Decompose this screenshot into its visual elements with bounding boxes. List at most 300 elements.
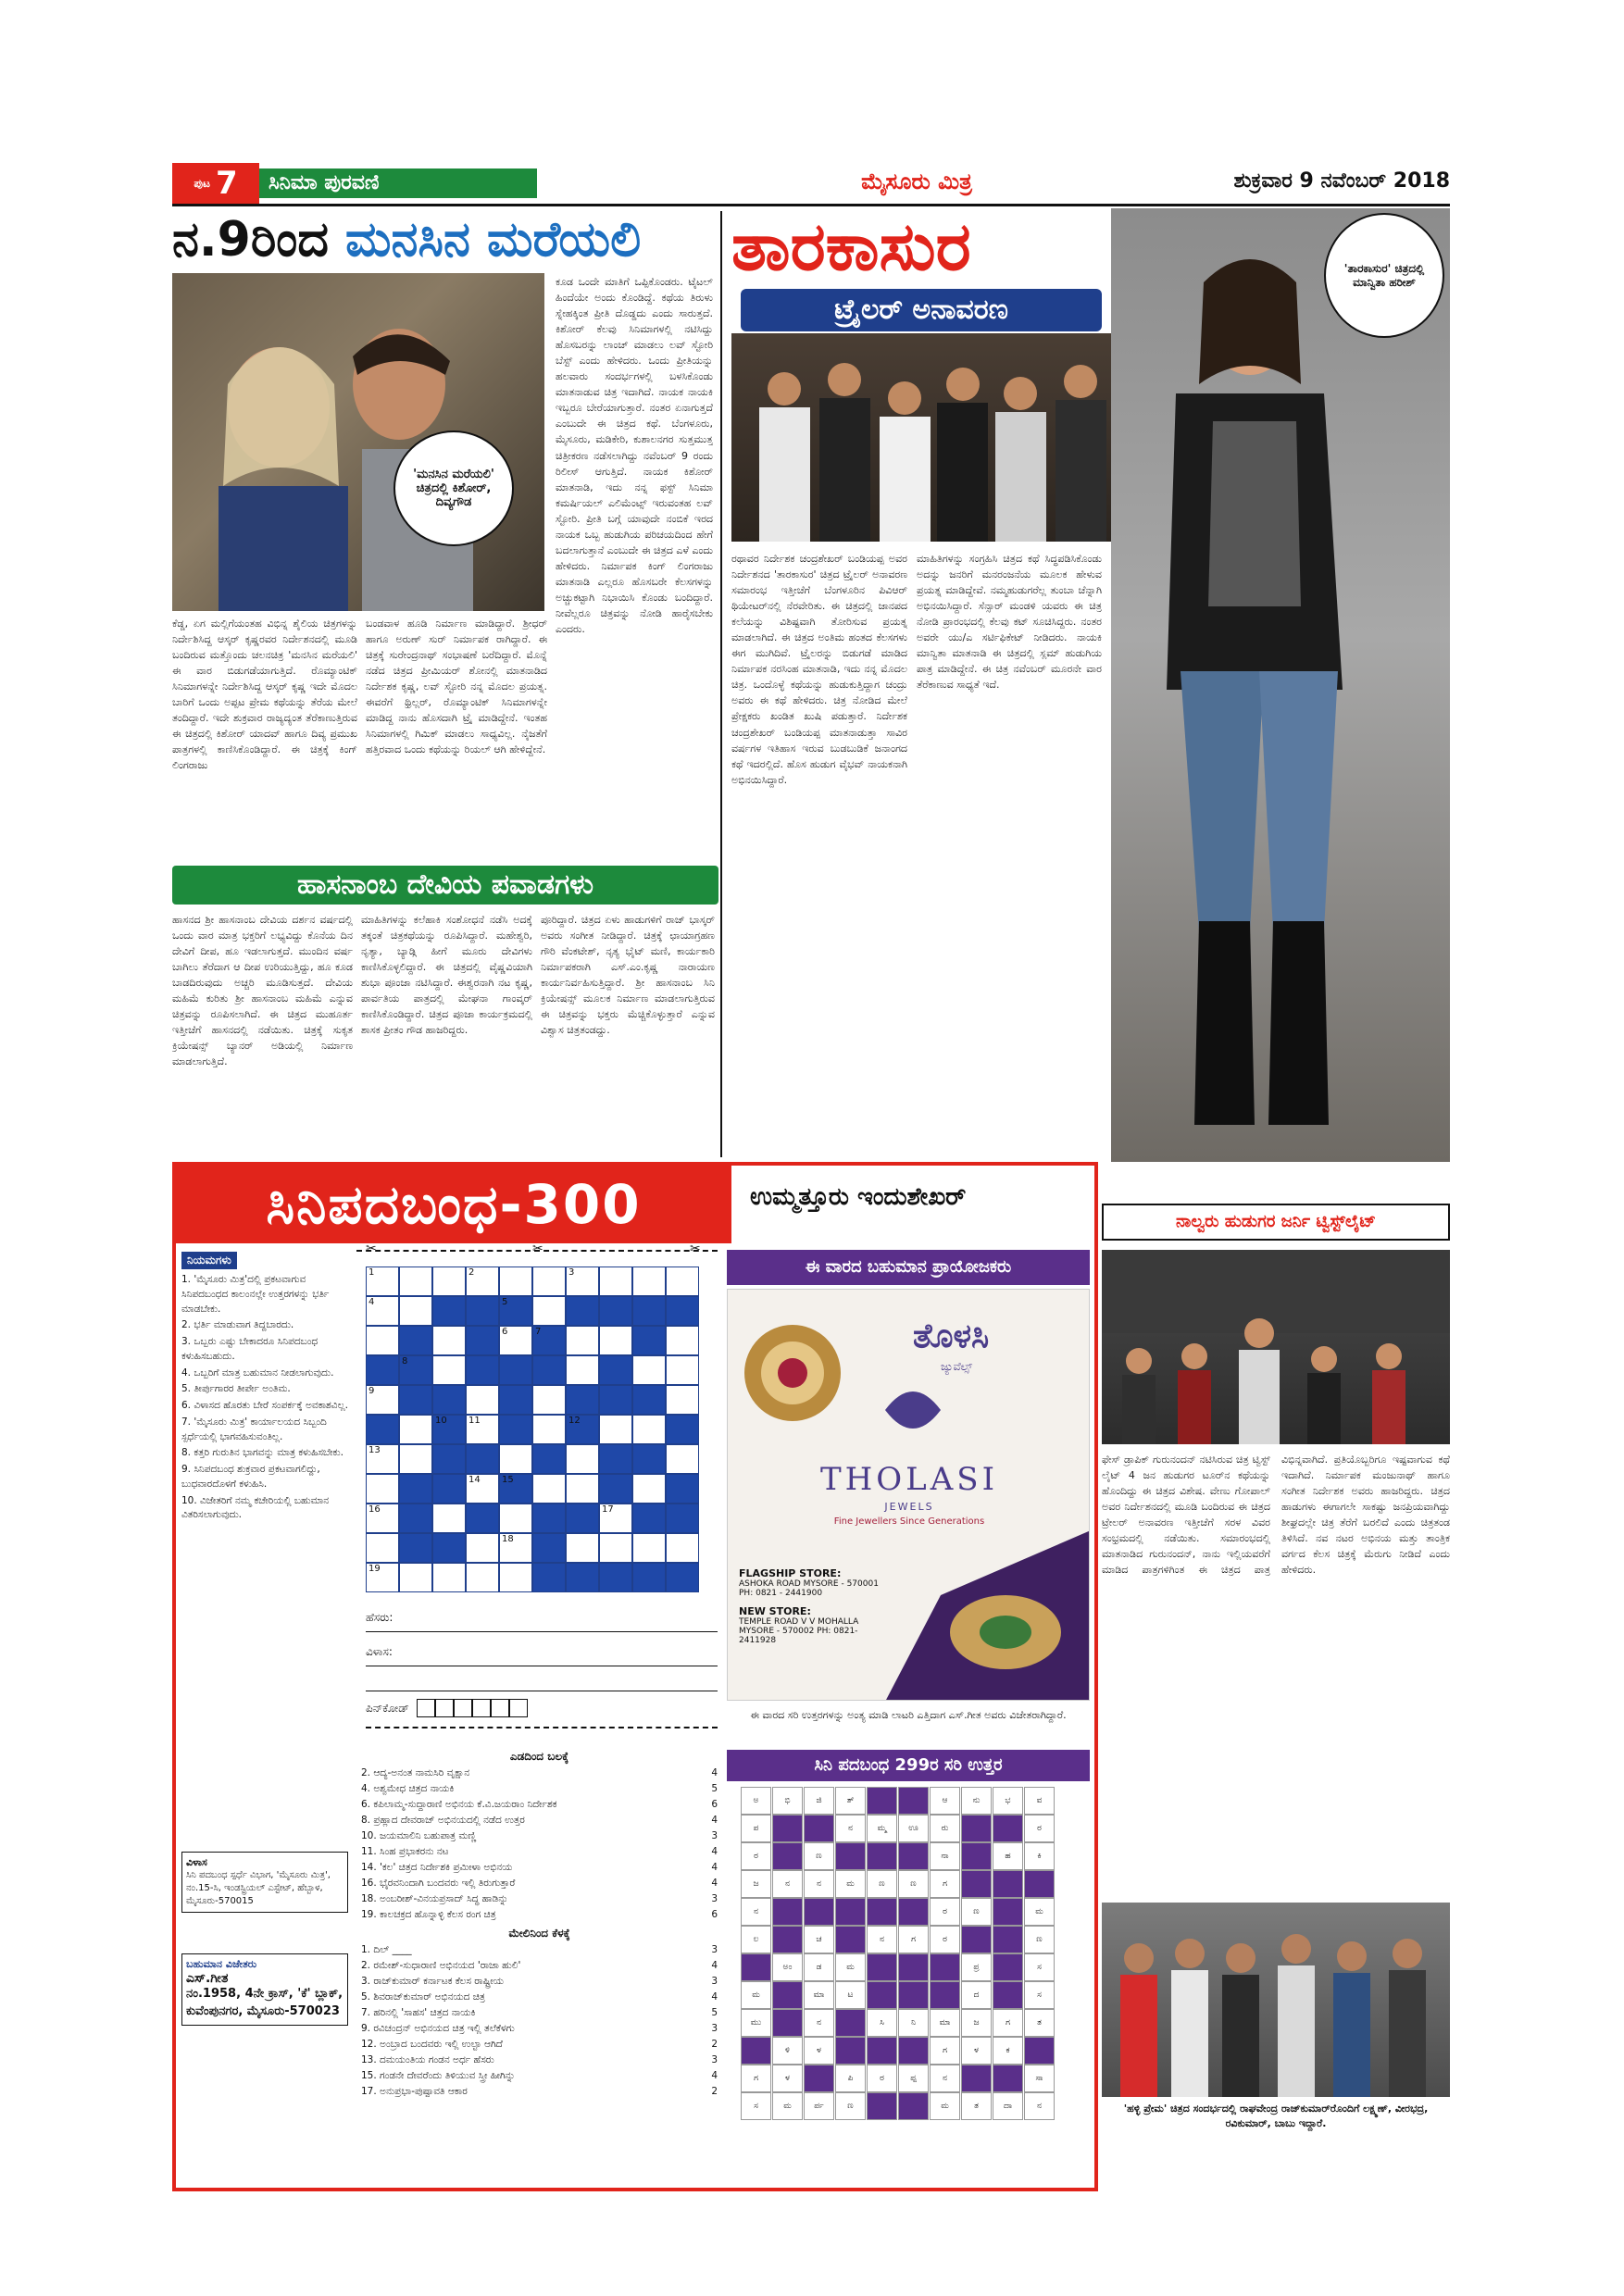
grid-input-cell[interactable] — [632, 1415, 666, 1444]
story4-body: ಫೇಸ್ ಡ್ರಾಪಿಕ್ ಗುರುನಂದನ್ ನಟಿಸಿರುವ ಚಿತ್ರ ಟ್ವಿಸ್ಟ್ ಲೈಟ್ 4 ಜನ ಹುಡುಗರ ಟೂರ್‌ನ ಕಥೆಯನ್ನು ಹೊಂದಿದ್ದು ಈ ಚಿತ್ರದ ವಿಶೇಷ. ವೇಣು ಗೋಪಾಲ್ ಅವರ ನಿರ್ದೇಶನದಲ್ಲಿ ಮೂಡಿ ಬಂದಿರುವ ಈ ಚಿತ್ರದ ಟ್ರೇಲರ್ ಅನಾವರಣ ಇತ್ತೀಚೆಗೆ ಸರಳ ವಿವರ ಸಂಭ್ರಮದಲ್ಲಿ ನಡೆಯಿತು. ಸಮಾರಂಭದಲ್ಲಿ ಮಾತನಾಡಿದ ಗುರುನಂದನ್, ನಾನು ಇಲ್ಲಿಯವರೆಗೆ ಮಾಡಿದ ಪಾತ್ರಗಳಿಗಿಂತ ಈ ಚಿತ್ರದ ಪಾತ್ರ ವಿಭಿನ್ನವಾಗಿದೆ. ಪ್ರತಿಯೊಬ್ಬರಿಗೂ ಇಷ್ಟವಾಗುವ ಕಥೆ ಇದಾಗಿದೆ. ನಿರ್ಮಾಪಕ ಮಂಜುನಾಥ್ ಹಾಗೂ ಸಂಗೀತ ನಿರ್ದೇಶಕ ಅವರು ಹಾಜರಿದ್ದರು. ಚಿತ್ರದ ಹಾಡುಗಳು ಈಗಾಗಲೇ ಸಾಕಷ್ಟು ಜನಪ್ರಿಯವಾಗಿದ್ದು ಶೀಘ್ರದಲ್ಲೇ ಚಿತ್ರ ತೆರೆಗೆ ಬರಲಿದೆ ಎಂದು ಚಿತ್ರತಂಡ ತಿಳಿಸಿದೆ. ನವ ನಟರ ಅಭಿನಯ ಮತ್ತು ತಾಂತ್ರಿಕ ವರ್ಗದ ಕೆಲಸ ಚಿತ್ರಕ್ಕೆ ಮೆರುಗು ನೀಡಿದೆ ಎಂದು ಹೇಳಿದರು. — [1102, 1454, 1450, 1577]
answer-cell: ಜಿ — [804, 1787, 834, 1815]
answer-block-cell — [772, 2009, 803, 2037]
answer-cell: ಲ — [741, 1926, 771, 1953]
answer-cell: ನ — [804, 1870, 834, 1898]
answer-block-cell — [898, 1842, 929, 1870]
clue-row — [361, 1974, 718, 1990]
grid-input-cell[interactable] — [666, 1326, 699, 1355]
answer-cell: ನ — [867, 1926, 897, 1953]
clue-text: 18. ಅಂಬರೀಶ್-ವಿನಯಪ್ರಸಾದ್ ಸಿದ್ಧ ಹಾಡಿನ್ನು — [361, 1893, 508, 1904]
winner-name: ಎಸ್.ಗೀತ — [186, 1971, 229, 1986]
answer-cell: ಮ — [835, 1870, 866, 1898]
clue-length: 4 — [711, 1767, 718, 1778]
answer-block-cell — [867, 1842, 897, 1870]
grid-block-cell — [566, 1296, 599, 1326]
clue-text: 2. ಆದ್ಯ-ಅನಂತ ನಾಮಸಿರಿ ವೃಕ್ಷಾನ — [361, 1767, 470, 1778]
clue-text: 12. ಅಂಬ್ರಾದ ಬಂದವರು ಇಲ್ಲಿ ಉಲ್ಟಾ ಆಗಿದೆ — [361, 2039, 503, 2050]
clue-length: 4 — [711, 1815, 718, 1826]
story3-col2: ಮಾಹಿತಿಗಳನ್ನು ಸಂಗ್ರಹಿಸಿ ಚಿತ್ರದ ಕಥೆ ಸಿದ್ಧಪಡಿಸಿಕೊಂಡು ಅದನ್ನು ಜನರಿಗೆ ಮನರಂಜನೆಯ ಮೂಲಕ ಹೇಳುವ ಪ್ರಯತ್ನ ಮಾಡಿದ್ದೇವೆ. ನಮ್ಮಹುಡುಗರೆಲ್ಲ ತುಂಬಾ ಚೆನ್ನಾಗಿ ಅಭಿನಯಿಸಿದ್ದಾರೆ. ಸೆನ್ಸಾರ್ ಮಂಡಳಿ ಯವರು ಈ ಚಿತ್ರ ನೋಡಿ ಪ್ರಾರಂಭದಲ್ಲಿ ಕೆಲವು ಕಟ್ ಸೂಚಿಸಿದ್ದರು. ನಂತರ ಅವರೇ ಯು/ಎ ಸರ್ಟಿಫಿಕೇಟ್ ನೀಡಿದರು. ನಾಯಕಿ ಮಾನ್ವಿತಾ ಮಾತನಾಡಿ ಈ ಚಿತ್ರದಲ್ಲಿ ಸ್ಲಮ್ ಹುಡುಗಿಯ ಪಾತ್ರ ಮಾಡಿದ್ದೇನೆ. ಈ ಚಿತ್ರ ನವೆಂಬರ್ ಮೂರನೇ ವಾರ ತೆರೆಕಾಣುವ ಸಾಧ್ಯತೆ ಇದೆ. — [917, 553, 1102, 692]
answer-cell: ಡ — [804, 1953, 834, 1981]
clue-row — [361, 2053, 718, 2068]
grid-input-cell[interactable] — [432, 1355, 466, 1385]
answer-cell: ರು — [930, 1815, 960, 1842]
answer-cell: ನ — [930, 2065, 960, 2092]
answer-cell: ಗ — [993, 2009, 1023, 2037]
answer-cell: ಮ — [772, 2092, 803, 2120]
newstore-phone: MYSORE - 570002 PH: 0821-2411928 — [739, 1627, 858, 1645]
clue-text: 13. ದಮಯಂತಿಯ ಗಂಡನ ಅರ್ಧ ಹೆಸರು — [361, 2054, 494, 2065]
grid-input-cell[interactable] — [499, 1563, 532, 1592]
section-name: ಸಿನಿಮಾ ಪುರವಣಿ — [269, 171, 380, 194]
answer-cell: ವ — [1024, 1787, 1055, 1815]
story2-col1: ಹಾಸನದ ಶ್ರೀ ಹಾಸನಾಂಬ ದೇವಿಯ ದರ್ಶನ ವರ್ಷದಲ್ಲಿ ಒಂದು ವಾರ ಮಾತ್ರ ಭಕ್ತರಿಗೆ ಲಭ್ಯವಿದ್ದು ಕೊನೆಯ ದಿನ ದೇವಿಗೆ ದೀಪ, ಹೂ ಇಡಲಾಗುತ್ತದೆ. ಮುಂದಿನ ವರ್ಷ ಬಾಗಿಲು ತೆರೆದಾಗ ಆ ದೀಪ ಉರಿಯುತ್ತಿದ್ದು, ಹೂ ಕೂಡ ಬಾಡದಿರುವುದು ಅಚ್ಚರಿ ಮೂಡಿಸುತ್ತದೆ. ದೇವಿಯ ಮಹಿಮೆ ಕುರಿತು ಶ್ರೀ ಹಾಸನಾಂಬ ಮಹಿಮೆ ಎನ್ನುವ ಚಿತ್ರವನ್ನು ರೂಪಿಸಲಾಗಿದೆ. ಈ ಚಿತ್ರದ ಮುಹೂರ್ತ ಇತ್ತೀಚೆಗೆ ಹಾಸನದಲ್ಲಿ ನಡೆಯಿತು. ಚಿತ್ರಕ್ಕೆ ಸುಕೃತ ಕ್ರಿಯೇಷನ್ಸ್ ಬ್ಯಾನರ್ ಅಡಿಯಲ್ಲಿ ನಿರ್ಮಾಣ ಮಾಡಲಾಗುತ್ತಿದೆ. — [172, 914, 353, 1068]
grid-input-cell[interactable] — [532, 1415, 566, 1444]
column-rule — [720, 211, 722, 1157]
grid-input-cell[interactable] — [432, 1563, 466, 1592]
group-photo-illustration-2 — [1102, 1903, 1450, 2097]
clue-row — [361, 2037, 718, 2053]
answer-cell: ದ — [961, 1981, 992, 2009]
clue-text: 6. ಕಪಿಲಾಮ್ಮ-ಸುದ್ದಾರಾಣಿ ಅಭಿನಯ ಕೆ.ವಿ.ಜಯರಾಂ ನಿರ್ದೇಶಕ — [361, 1799, 557, 1810]
grid-input-cell[interactable] — [566, 1474, 599, 1504]
clue-text: 11. ಸಿಂಹ ಪ್ರಭಾಕರನು ನಟ — [361, 1846, 449, 1857]
grid-clue-number: 7 — [535, 1327, 542, 1337]
clue-row — [361, 1942, 718, 1958]
answer-cell: ಭಿ — [772, 1787, 803, 1815]
answer-cell: ರ — [741, 1842, 771, 1870]
down-title: ಮೇಲಿನಿಂದ ಕೆಳಕ್ಕೆ — [508, 1927, 570, 1940]
scissors-icon: ✂ — [690, 1242, 701, 1256]
rule-item: 8. ಕತ್ತರಿ ಗುರುತಿನ ಭಾಗವನ್ನು ಮಾತ್ರ ಕಳುಹಿಸಬೇಕು. — [181, 1447, 344, 1459]
sponsor-ad — [727, 1289, 1090, 1701]
answer-block-cell — [898, 1898, 929, 1926]
answer-grid — [741, 1787, 1056, 2129]
grid-input-cell[interactable] — [566, 1355, 599, 1385]
answer-cell: ಗ — [930, 2037, 960, 2065]
grid-input-cell[interactable] — [566, 1326, 599, 1355]
clue-text: 10. ಜಯಮಾಲಿನಿ ಬಹುಪಾತ್ರ ಮಣ್ಣಿ — [361, 1830, 477, 1841]
story2-headline: ಹಾಸನಾಂಬ ದೇವಿಯ ಪವಾಡಗಳು — [296, 868, 594, 901]
clues-across — [361, 1750, 718, 2100]
story3-photo-caption: 'ತಾರಕಾಸುರ' ಚಿತ್ರದಲ್ಲಿ ಮಾನ್ವಿತಾ ಹರೀಶ್ — [1324, 213, 1444, 338]
answer-block-cell — [930, 1953, 960, 1981]
grid-input-cell[interactable] — [566, 1533, 599, 1563]
grid-clue-number: 2 — [468, 1267, 475, 1278]
answer-cell: ಮ — [1024, 1898, 1055, 1926]
answer-block-cell — [741, 2037, 771, 2065]
clue-length: 4 — [711, 1862, 718, 1873]
clue-text: 3. ರಾಜ್‌ಕುಮಾರ್ ಕರ್ನಾಟಕ ಕೆಲಸ ರಾಷ್ಟ್ರೀಯ — [361, 1976, 505, 1987]
story4-group-photo — [1102, 1903, 1450, 2097]
story3-col1: ರಥಾವರ ನಿರ್ದೇಶಕ ಚಂದ್ರಶೇಖರ್ ಬಂಡಿಯಪ್ಪ ಅವರ ನಿರ್ದೇಶನದ 'ತಾರಕಾಸುರ' ಚಿತ್ರದ ಟ್ರೈಲರ್ ಅನಾವರಣ ಸಮಾರಂಭ ಇತ್ತೀಚೆಗೆ ಬೆಂಗಳೂರಿನ ಪಿವಿಆರ್ ಥಿಯೇಟರ್‌ನಲ್ಲಿ ನೆರವೇರಿತು. ಈ ಚಿತ್ರದಲ್ಲಿ ಜಾನಪದ ಕಲೆಯನ್ನು ವಿಶಿಷ್ಟವಾಗಿ ತೋರಿಸುವ ಪ್ರಯತ್ನ ಮಾಡಲಾಗಿದೆ. ಈ ಚಿತ್ರದ ಅಂತಿಮ ಹಂತದ ಕೆಲಸಗಳು ಈಗ ಮುಗಿದಿವೆ. ಟ್ರೈಲರನ್ನು ಬಿಡುಗಡೆ ಮಾಡಿದ ನಿರ್ಮಾಪಕ ನರಸಿಂಹ ಮಾತನಾಡಿ, ಇದು ನನ್ನ ಮೊದಲ ಚಿತ್ರ. ಒಂದೊಳ್ಳೆ ಕಥೆಯನ್ನು ಹುಡುಕುತ್ತಿದ್ದಾಗ ಚಂದ್ರು ಅವರು ಈ ಕಥೆ ಹೇಳಿದರು. ಚಿತ್ರ ನೋಡಿದ ಮೇಲೆ ಪ್ರೇಕ್ಷಕರು ಖಂಡಿತ ಖುಷಿ ಪಡುತ್ತಾರೆ. ನಿರ್ದೇಶಕ ಚಂದ್ರಶೇಖರ್ ಬಂಡಿಯಪ್ಪ ಮಾತನಾಡುತ್ತಾ ಸಾವಿರ ವರ್ಷಗಳ ಇತಿಹಾಸ ಇರುವ ಬುಡಬುಡಿಕೆ ಜನಾಂಗದ ಕಥೆ ಇದರಲ್ಲಿದೆ. ಹೊಸ ಹುಡುಗ ವೈಭವ್ ನಾಯಕನಾಗಿ ಅಭಿನಯಿಸಿದ್ದಾರೆ. — [731, 553, 907, 786]
grid-block-cell — [366, 1415, 399, 1444]
clue-text: 9. ರವಿಚಂದ್ರನ್ ಅಭಿನಯದ ಚಿತ್ರ ಇಲ್ಲಿ ತಲೆಕೆಳಗು — [361, 2023, 515, 2034]
answer-block-cell — [993, 1926, 1023, 1953]
answer-note: ಈ ವಾರದ ಸರಿ ಉತ್ತರಗಳನ್ನು ಅಂತ್ಯ ಮಾಡಿ ಲಾಟರಿ ಎತ್ತಿದಾಗ ಎಸ್.ಗೀತ ಅವರು ವಿಜೇತರಾಗಿದ್ದಾರೆ. — [750, 1709, 1067, 1721]
grid-clue-number: 19 — [369, 1564, 381, 1574]
answer-cell: ರ — [930, 1898, 960, 1926]
clue-length: 3 — [711, 2054, 718, 2065]
grid-input-cell[interactable] — [366, 1533, 399, 1563]
rule-item: 4. ಒಬ್ಬರಿಗೆ ಮಾತ್ರ ಬಹುಮಾನ ನೀಡಲಾಗುವುದು. — [181, 1366, 334, 1379]
grid-block-cell — [632, 1326, 666, 1355]
grid-block-cell — [466, 1355, 499, 1385]
clue-row — [361, 1907, 718, 1923]
grid-block-cell — [599, 1355, 632, 1385]
rule-item: 1. 'ಮೈಸೂರು ಮಿತ್ರ'ದಲ್ಲಿ ಪ್ರಕಟವಾಗುವ ಸಿನಿಪದಬಂಧದ ಕಾಲಂನಲ್ಲೇ ಉತ್ತರಗಳನ್ನು ಭರ್ತಿ ಮಾಡಬೇಕು. — [181, 1274, 330, 1315]
grid-cells — [366, 1267, 699, 1592]
answer-cell: ಪ್ಪ — [898, 2065, 929, 2092]
answer-block-cell — [898, 2092, 929, 2120]
answer-block-cell — [961, 1870, 992, 1898]
grid-input-cell[interactable] — [532, 1474, 566, 1504]
answer-cell: ಳ — [961, 2037, 992, 2065]
answer-block-cell — [961, 1815, 992, 1842]
grid-input-cell[interactable] — [566, 1444, 599, 1474]
grid-clue-number: 18 — [502, 1534, 514, 1544]
crossword-grid — [356, 1242, 718, 1606]
answer-cell: ಮ — [835, 1953, 866, 1981]
answer-block-cell — [867, 1787, 897, 1815]
story3-actress-photo — [1111, 208, 1450, 1162]
grid-input-cell[interactable] — [599, 1326, 632, 1355]
answer-cell: ನ — [835, 1815, 866, 1842]
clue-length: 5 — [711, 1783, 718, 1794]
address-title: ವಿಳಾಸ — [186, 1856, 207, 1868]
answer-block-cell — [867, 2092, 897, 2120]
crossword-rules — [181, 1250, 353, 1525]
clue-row — [361, 2005, 718, 2021]
answer-cell: ಪಿ — [835, 2065, 866, 2092]
grid-block-cell — [532, 1563, 566, 1592]
grid-input-cell[interactable] — [599, 1415, 632, 1444]
answer-block-cell — [867, 1981, 897, 2009]
answer-cell: ನು — [961, 1787, 992, 1815]
rule-item: 5. ತೀರ್ಪುಗಾರರ ತೀರ್ಪೇ ಅಂತಿಮ. — [181, 1383, 291, 1395]
answer-block-cell — [898, 1787, 929, 1815]
answer-cell: ತ — [1024, 2009, 1055, 2037]
grid-clue-number: 4 — [369, 1297, 375, 1307]
story1-col2: ಬಂಡವಾಳ ಹೂಡಿ ನಿರ್ಮಾಣ ಮಾಡಿದ್ದಾರೆ. ಶ್ರೀಧರ್ ಹಾಗೂ ಅರುಣ್ ಸುರ್ ನಿರ್ಮಾಪಕ ರಾಗಿದ್ದಾರೆ. ಈ ಚಿತ್ರಕ್ಕೆ ಸುರೇಂದ್ರನಾಥ್ ಸಂಭಾಷಣೆ ಬರೆದಿದ್ದಾರೆ. ಮೊನ್ನೆ ನಡೆದ ಚಿತ್ರದ ಪ್ರೀಮಿಯರ್ ಶೋನಲ್ಲಿ ಮಾತನಾಡಿದ ನಿರ್ದೇಶಕ ಕೃಷ್ಣ, ಲವ್ ಸ್ಟೋರಿ ನನ್ನ ಮೊದಲ ಪ್ರಯತ್ನ. ಈವರೆಗೆ ಥ್ರಿಲ್ಲರ್, ರೊಮ್ಯಾಂಟಿಕ್ ಸಿನಿಮಾಗಳನ್ನೇ ಮಾಡಿದ್ದ ನಾನು ಹೊಸದಾಗಿ ಟ್ರೈ ಮಾಡಿದ್ದೇನೆ. ಇಂತಹ ಸಿನಿಮಾಗಳಲ್ಲಿ ಗಿಮಿಕ್ ಮಾಡಲು ಸಾಧ್ಯವಿಲ್ಲ. ನೈಜತೆಗೆ ಹತ್ತಿರವಾದ ಒಂದು ಕಥೆಯನ್ನು ರಿಯಲ್ ಆಗಿ ಹೇಳಿದ್ದೇನೆ. — [366, 618, 547, 756]
grid-block-cell — [666, 1415, 699, 1444]
answer-cell: ಳ — [772, 2065, 803, 2092]
grid-clue-number: 10 — [435, 1416, 447, 1426]
answer-cell: ಣ — [898, 1870, 929, 1898]
grid-clue-number: 13 — [369, 1445, 381, 1455]
grid-input-cell[interactable] — [666, 1533, 699, 1563]
grid-block-cell — [599, 1474, 632, 1504]
answer-block-cell — [961, 1842, 992, 1870]
answer-cell: ಳಿ — [772, 2037, 803, 2065]
answer-cell: ರ — [867, 2065, 897, 2092]
flagship-title: FLAGSHIP STORE: — [739, 1567, 842, 1579]
rule-item: 2. ಭರ್ತಿ ಮಾಡುವಾಗ ತಿದ್ದಬಾರದು. — [181, 1319, 294, 1331]
answer-cell: ಸಿ — [867, 2009, 897, 2037]
answer-cell: ಸ — [1024, 1981, 1055, 2009]
answer-block-cell — [741, 1953, 771, 1981]
answer-cell: ಊ — [898, 1815, 929, 1842]
rule-item: 7. 'ಮೈಸೂರು ಮಿತ್ರ' ಕಾರ್ಯಾಲಯದ ಸಿಬ್ಬಂದಿ ಸ್ಪರ್ಧೆಯಲ್ಲಿ ಭಾಗವಹಿಸುವಂತಿಲ್ಲ. — [181, 1416, 327, 1442]
answer-cell: ದಾ — [993, 2092, 1023, 2120]
dateline: ಶುಕ್ರವಾರ 9 ನವೆಂಬರ್ 2018 — [1233, 169, 1450, 193]
newstore-title: NEW STORE: — [739, 1605, 811, 1617]
grid-input-cell[interactable] — [466, 1563, 499, 1592]
grid-input-cell[interactable] — [532, 1296, 566, 1326]
page-number-box — [172, 163, 259, 204]
answer-block-cell — [835, 2037, 866, 2065]
crossword-author: ಉಮ್ಮತ್ತೂರು ಇಂದುಶೇಖರ್ — [750, 1183, 967, 1211]
answer-cell: ರ — [930, 1926, 960, 1953]
story4-event-photo — [1102, 1250, 1450, 1444]
grid-block-cell — [399, 1504, 432, 1533]
grid-clue-number: 14 — [468, 1475, 481, 1485]
clue-length: 4 — [711, 1991, 718, 2003]
clue-row — [361, 1891, 718, 1907]
grid-input-cell[interactable] — [599, 1533, 632, 1563]
story3-subhead: ಟ್ರೈಲರ್ ಅನಾವರಣ — [834, 293, 1008, 326]
across-title: ಎಡದಿಂದ ಬಲಕ್ಕೆ — [509, 1750, 569, 1763]
grid-input-cell[interactable] — [432, 1267, 466, 1296]
answer-block-cell — [835, 1898, 866, 1926]
grid-block-cell — [666, 1563, 699, 1592]
clue-length: 4 — [711, 2070, 718, 2081]
answer-cell: ತ — [961, 2092, 992, 2120]
grid-input-cell[interactable] — [399, 1267, 432, 1296]
grid-block-cell — [499, 1355, 532, 1385]
story1-col1: ಕೆಡ್ಡ, ಏಗ ಮಲ್ಲಿಗೆಯಂತಹ ವಿಭಿನ್ನ ಶೈಲಿಯ ಚಿತ್ರಗಳನ್ನು ನಿರ್ದೇಶಿಸಿದ್ದ ಆಸ್ಕರ್ ಕೃಷ್ಣರವರ ನಿರ್ದೇಶನದಲ್ಲಿ ಮೂಡಿ ಬಂದಿರುವ ಮತ್ತೊಂದು ಚಲನಚಿತ್ರ 'ಮನಸಿನ ಮರೆಯಲಿ' ಈ ವಾರ ಬಿಡುಗಡೆಯಾಗುತ್ತಿದೆ. ರೊಮ್ಯಾಂಟಿಕ್ ಸಿನಿಮಾಗಳನ್ನೇ ನಿರ್ದೇಶಿಸಿದ್ದ ಆಸ್ಕರ್ ಕೃಷ್ಣ ಇದೇ ಮೊದಲ ಬಾರಿಗೆ ಒಂದು ಅಪ್ಪಟ ಪ್ರೇಮ ಕಥೆಯನ್ನು ತೆರೆಯ ಮೇಲೆ ತಂದಿದ್ದಾರೆ. ಇದೇ ಶುಕ್ರವಾರ ರಾಜ್ಯದ್ಯಂತ ತೆರೆಕಾಣುತ್ತಿರುವ ಈ ಚಿತ್ರದಲ್ಲಿ ಕಿಶೋರ್ ಯಾದವ್ ಹಾಗೂ ದಿವ್ಯ ಪ್ರಮುಖ ಪಾತ್ರಗಳಲ್ಲಿ ಕಾಣಿಸಿಕೊಂಡಿದ್ದಾರೆ. ಈ ಚಿತ್ರಕ್ಕೆ ಕಿಂಗ್ ಲಿಂಗರಾಜು — [172, 618, 357, 772]
grid-clue-number: 8 — [402, 1356, 408, 1366]
story1-photo-caption: 'ಮನಸಿನ ಮರೆಯಲಿ' ಚಿತ್ರದಲ್ಲಿ ಕಿಶೋರ್, ದಿವ್ಯಗೌಡ — [394, 430, 514, 546]
answer-cell: ಗ — [898, 1926, 929, 1953]
answer-cell: ಕಿ — [1024, 1842, 1055, 1870]
grid-input-cell[interactable] — [466, 1533, 499, 1563]
clue-length: 3 — [711, 2023, 718, 2034]
grid-clue-number: 6 — [502, 1327, 508, 1337]
grid-input-cell[interactable] — [632, 1474, 666, 1504]
grid-block-cell — [532, 1504, 566, 1533]
answer-block-cell — [993, 1981, 1023, 2009]
grid-input-cell[interactable] — [366, 1326, 399, 1355]
form-address-field[interactable]: ವಿಳಾಸ: — [366, 1645, 718, 1666]
grid-block-cell — [566, 1563, 599, 1592]
answer-block-cell — [772, 1926, 803, 1953]
clue-row — [361, 1766, 718, 1781]
grid-block-cell — [432, 1444, 466, 1474]
sponsor-brand-sub: JEWELS — [884, 1501, 934, 1513]
grid-block-cell — [466, 1326, 499, 1355]
flagship-address: ASHOKA ROAD MYSORE - 570001 — [739, 1579, 879, 1589]
answer-cell: ಗ — [741, 2065, 771, 2092]
story1-headline-part2: ಮನಸಿನ ಮರೆಯಲಿ — [345, 212, 642, 268]
grid-block-cell — [466, 1444, 499, 1474]
grid-block-cell — [532, 1533, 566, 1563]
answer-cell: ಪ್ರ — [961, 1953, 992, 1981]
answer-cell: ಅ — [741, 1787, 771, 1815]
newstore-address: TEMPLE ROAD V V MOHALLA — [739, 1617, 859, 1627]
answer-block-cell — [867, 2037, 897, 2065]
answer-cell: ಮ — [741, 1981, 771, 2009]
answer-cell: ಸ — [1024, 1953, 1055, 1981]
answer-cell: ತ್ — [835, 1787, 866, 1815]
clue-length: 6 — [711, 1909, 718, 1920]
answer-cell: ಆ — [930, 1787, 960, 1815]
story3-group-photo — [731, 333, 1167, 542]
grid-block-cell — [399, 1385, 432, 1415]
grid-input-cell[interactable] — [399, 1296, 432, 1326]
clue-length: 6 — [711, 1799, 718, 1810]
form-pin-label: ಪಿನ್‌ಕೋಡ್ — [366, 1701, 409, 1715]
event-photo-illustration — [1102, 1250, 1450, 1444]
answer-cell: ಜ — [961, 2009, 992, 2037]
answer-cell: ರ್ಪ — [804, 2092, 834, 2120]
grid-clue-number: 11 — [468, 1416, 481, 1426]
grid-input-cell[interactable] — [499, 1267, 532, 1296]
grid-block-cell — [499, 1415, 532, 1444]
scissors-icon: ✂ — [366, 1242, 377, 1256]
grid-block-cell — [599, 1296, 632, 1326]
answer-block-cell — [993, 1870, 1023, 1898]
answer-cell: ರ — [1024, 1815, 1055, 1842]
answer-block-cell — [993, 1898, 1023, 1926]
winner-box — [181, 1953, 348, 2026]
clue-length: 3 — [711, 1893, 718, 1904]
answer-cell: ಸ — [741, 2092, 771, 2120]
answer-cell: ಚ — [804, 1926, 834, 1953]
answer-block-cell — [898, 1981, 929, 2009]
grid-block-cell — [599, 1385, 632, 1415]
grid-block-cell — [432, 1474, 466, 1504]
grid-input-cell[interactable] — [432, 1326, 466, 1355]
grid-input-cell[interactable] — [599, 1267, 632, 1296]
answer-block-cell — [898, 1953, 929, 1981]
answer-cell: ಭ — [993, 1787, 1023, 1815]
sponsor-stores — [739, 1567, 887, 1645]
grid-block-cell — [432, 1296, 466, 1326]
rule-item: 10. ವಿಜೇತರಿಗೆ ನಮ್ಮ ಕಚೇರಿಯಲ್ಲಿ ಬಹುಮಾನ ವಿತರಿಸಲಾಗುವುದು. — [181, 1494, 330, 1521]
clue-length: 2 — [711, 2039, 718, 2050]
sponsor-title: ಈ ವಾರದ ಬಹುಮಾನ ಪ್ರಾಯೋಜಕರು — [805, 1257, 1012, 1277]
cut-line-bottom — [366, 1727, 718, 1728]
clue-text: 5. ಶಿವರಾಜ್‌ಕುಮಾರ್‌ ಅಭಿನಯದ ಚಿತ್ರ — [361, 1991, 485, 2003]
answer-block-cell — [772, 1815, 803, 1842]
clue-text: 16. ಭೈರವನಿಂದಾಗಿ ಬಂದವರು ಇಲ್ಲಿ ತಿರುಗುತ್ತಾರೆ — [361, 1878, 516, 1889]
answer-cell: ನ — [772, 1870, 803, 1898]
rule-item: 6. ವಿಳಾಸದ ಹೊರತು ಬೇರೆ ಸಂಪರ್ಕಕ್ಕೆ ಅವಕಾಶವಿಲ್ಲ. — [181, 1400, 348, 1411]
answer-block-cell — [772, 1898, 803, 1926]
answer-cell: ಣ — [867, 1870, 897, 1898]
clue-row — [361, 2084, 718, 2100]
answer-cell: ನಿ — [898, 2009, 929, 2037]
grid-input-cell[interactable] — [499, 1444, 532, 1474]
clue-length: 3 — [711, 1976, 718, 1987]
clue-row — [361, 1828, 718, 1844]
form-address-line2[interactable] — [366, 1670, 718, 1691]
clue-text: 7. ಹರಿನಲ್ಲಿ 'ಸಾಹಸ' ಚಿತ್ರದ ನಾಯಕಿ — [361, 2007, 476, 2018]
answer-block-cell — [835, 2009, 866, 2037]
clue-length: 5 — [711, 2007, 718, 2018]
grid-block-cell — [599, 1563, 632, 1592]
grid-input-cell[interactable] — [632, 1533, 666, 1563]
answer-block-cell — [898, 2037, 929, 2065]
grid-input-cell[interactable] — [666, 1267, 699, 1296]
grid-input-cell[interactable] — [432, 1504, 466, 1533]
clue-length: 2 — [711, 2086, 718, 2097]
clue-text: 19. ಕಾಲಚಕ್ರದ ಹೊನ್ನಾಳ್ಳಿ ಕೆಲಸ ರಂಗ ಚಿತ್ರ — [361, 1909, 496, 1920]
grid-input-cell[interactable] — [399, 1563, 432, 1592]
grid-block-cell — [532, 1444, 566, 1474]
grid-block-cell — [666, 1504, 699, 1533]
winner-address: ನಂ.1958, 4ನೇ ಕ್ರಾಸ್, 'ಕೆ' ಬ್ಲಾಕ್, ಕುವೆಂಪುನಗರ, ಮೈಸೂರು-570023 — [186, 1987, 344, 2018]
page-label: ಪುಟ — [194, 176, 210, 190]
answer-block-cell — [993, 2065, 1023, 2092]
grid-input-cell[interactable] — [466, 1385, 499, 1415]
answer-block-cell — [772, 1981, 803, 2009]
entry-form — [366, 1611, 718, 1728]
grid-clue-number: 16 — [369, 1504, 381, 1515]
flagship-phone: PH: 0821 - 2441900 — [739, 1589, 823, 1598]
answer-cell: ಣ — [961, 1898, 992, 1926]
answer-cell: ಳ — [804, 2037, 834, 2065]
grid-input-cell[interactable] — [399, 1415, 432, 1444]
answer-cell: ಅಂ — [772, 1953, 803, 1981]
grid-input-cell[interactable] — [366, 1474, 399, 1504]
clue-row — [361, 1844, 718, 1860]
form-pin-boxes[interactable] — [417, 1699, 528, 1717]
grid-block-cell — [599, 1444, 632, 1474]
answer-block-cell — [772, 1842, 803, 1870]
clue-row — [361, 1797, 718, 1813]
grid-input-cell[interactable] — [499, 1504, 532, 1533]
sponsor-tagline: Fine Jewellers Since Generations — [833, 1516, 985, 1527]
story4-caption: 'ಹಳ್ಳಿ ಪ್ರೇಮ' ಚಿತ್ರದ ಸಂದರ್ಭದಲ್ಲಿ ರಾಘವೇಂದ್ರ ರಾಜ್‌ಕುಮಾರ್‌ರೊಂದಿಗೆ ಲಕ್ಷ್ಮಣ್, ವೀರಭದ್ರ, ರವಿಕುಮಾರ್, ಬಾಬು ಇದ್ದಾರೆ. — [1123, 2103, 1429, 2129]
grid-input-cell[interactable] — [632, 1267, 666, 1296]
crossword-title: ಸಿನಿಪದಬಂಧ-300 — [266, 1173, 642, 1236]
grid-input-cell[interactable] — [666, 1444, 699, 1474]
answer-cell: ನಾ — [930, 1842, 960, 1870]
actress-illustration — [1111, 208, 1450, 1162]
form-name-field[interactable]: ಹೆಸರು: — [366, 1611, 718, 1632]
grid-block-cell — [666, 1474, 699, 1504]
clue-text: 8. ಪ್ರಹ್ಲಾದ ದೇವರಾಜ್ ಅಭಿನಯದಲ್ಲಿ ನಡೆದ ಉತ್ತರ — [361, 1815, 525, 1826]
grid-clue-number: 15 — [502, 1475, 514, 1485]
grid-clue-number: 9 — [369, 1386, 375, 1396]
answer-cell: ಮಾ — [804, 1981, 834, 2009]
scissors-icon: ✂ — [532, 1242, 543, 1256]
grid-block-cell — [532, 1355, 566, 1385]
grid-input-cell[interactable] — [666, 1385, 699, 1415]
answer-cell: ಹ — [993, 1842, 1023, 1870]
grid-input-cell[interactable] — [399, 1444, 432, 1474]
answer-block-cell — [867, 1898, 897, 1926]
grid-input-cell[interactable] — [532, 1267, 566, 1296]
answer-cell: ಕ — [993, 2037, 1023, 2065]
clue-row — [361, 1860, 718, 1876]
clue-text: 1. ದಿಲ್ ____ — [361, 1944, 412, 1955]
answer-cell: ಟ — [835, 1981, 866, 2009]
answer-title: ಸಿನಿ ಪದಬಂಧ 299ರ ಸರಿ ಉತ್ತರ — [814, 1755, 1003, 1775]
clue-row — [361, 1990, 718, 2005]
story1-col3: ಕೂಡ ಒಂದೇ ಮಾತಿಗೆ ಒಪ್ಪಿಕೊಂಡರು. ಟೈಟಲ್ ಹಿಂದೆಯೇ ಅಂದು ಕೊಂಡಿದ್ದೆ. ಕಥೆಯ ತಿರುಳು ಸ್ನೇಹಕ್ಕಿಂತ ಪ್ರೀತಿ ದೊಡ್ಡದು ಎಂದು ಸಾರುತ್ತದೆ. ಕಿಶೋರ್ ಕೆಲವು ಸಿನಿಮಾಗಳಲ್ಲಿ ನಟಿಸಿದ್ದು ಹೊಸಬರನ್ನು ಲಾಂಚ್ ಮಾಡಲು ಲವ್ ಸ್ಟೋರಿ ಬೆಸ್ಟ್ ಎಂದು ಹೇಳಿದರು. ಒಂದು ಪ್ರೀತಿಯನ್ನು ಹಲವಾರು ಸಂದರ್ಭಗಳಲ್ಲಿ ಬಳಸಿಕೊಂಡು ಮಾತನಾಡುವ ಚಿತ್ರ ಇದಾಗಿದೆ. ನಾಯಕ ನಾಯಕಿ ಇಬ್ಬರೂ ಬೇರೆಯಾಗುತ್ತಾರೆ. ನಂತರ ಏನಾಗುತ್ತದೆ ಎಂಬುದೇ ಈ ಚಿತ್ರದ ಕಥೆ. ಬೆಂಗಳೂರು, ಮೈಸೂರು, ಮಡಿಕೇರಿ, ಕುಶಾಲನಗರ ಸುತ್ತಮುತ್ತ ಚಿತ್ರೀಕರಣ ನಡೆಸಲಾಗಿದ್ದು ನವೆಂಬರ್ 9 ರಂದು ರಿಲೀಸ್ ಆಗುತ್ತಿದೆ. ನಾಯಕ ಕಿಶೋರ್ ಮಾತನಾಡಿ, ಇದು ನನ್ನ ಫಸ್ಟ್ ಸಿನಿಮಾ ಕಮರ್ಷಿಯಲ್ ಎಲಿಮೆಂಟ್ಸ್ ಇರುವಂತಹ ಲವ್ ಸ್ಟೋರಿ. ಪ್ರೀತಿ ಬಗ್ಗೆ ಯಾವುದೇ ನಂಬಿಕೆ ಇರದ ನಾಯಕ ಒಬ್ಬ ಹುಡುಗಿಯ ಪರಿಚಯದಿಂದ ಹೇಗೆ ಬದಲಾಗುತ್ತಾನೆ ಎಂಬುದೇ ಈ ಚಿತ್ರದ ಎಳೆ ಎಂದು ಹೇಳಿದರು. ನಿರ್ಮಾಪಕ ಕಿಂಗ್ ಲಿಂಗರಾಜು ಮಾತನಾಡಿ ಎಲ್ಲರೂ ಹೊಸಬರೇ ಕೆಲಸಗಳನ್ನು ಅಚ್ಚುಕಟ್ಟಾಗಿ ನಿಭಾಯಿಸಿ ಕೊಂಡು ಬಂದಿದ್ದಾರೆ. ನೀವೆಲ್ಲರೂ ಚಿತ್ರವನ್ನು ನೋಡಿ ಹಾರೈಸಬೇಕು ಎಂದರು. — [556, 276, 713, 636]
answer-block-cell — [804, 2065, 834, 2092]
clue-row — [361, 1813, 718, 1828]
grid-block-cell — [632, 1296, 666, 1326]
grid-input-cell[interactable] — [532, 1385, 566, 1415]
clue-row — [361, 1876, 718, 1891]
grid-input-cell[interactable] — [632, 1355, 666, 1385]
answer-cell: ಜ — [741, 1870, 771, 1898]
grid-input-cell[interactable] — [666, 1355, 699, 1385]
grid-block-cell — [632, 1385, 666, 1415]
